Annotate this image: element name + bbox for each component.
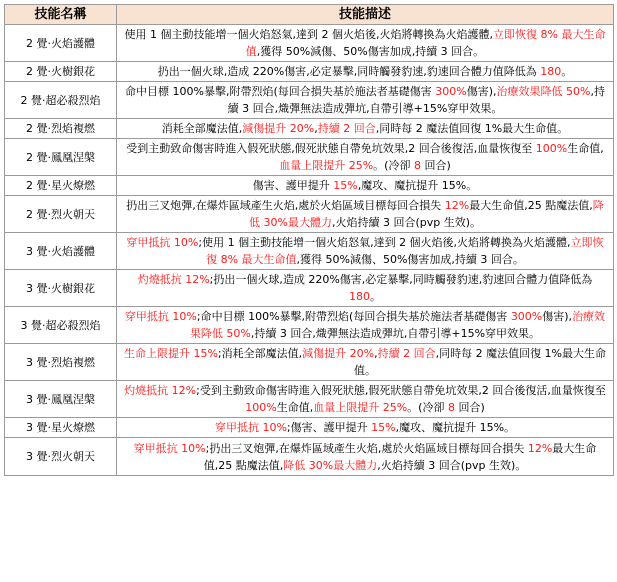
table-row	[5, 307, 614, 344]
description-text: ,	[314, 122, 318, 135]
skill-name: 3 覺‧鳳凰涅槃	[5, 381, 117, 418]
skill-description	[117, 62, 614, 82]
column-header-skill-name: 技能名稱	[5, 5, 117, 25]
description-text: 最大生命值,25 點魔法值,	[203, 441, 597, 472]
skill-name: 2 覺‧烈焰複燃	[5, 119, 117, 139]
highlight-text: 穿甲抵抗 10%	[214, 421, 287, 434]
skill-name: 2 覺‧超必殺烈焰	[5, 82, 117, 119]
description-text: 。(冷卻	[407, 401, 448, 414]
highlight-text: 降低 30%最大體力	[249, 199, 604, 229]
table-row	[5, 25, 614, 62]
highlight-text: 治療效果降低 50%	[496, 85, 591, 98]
skill-description	[117, 438, 614, 476]
description-text: ,獲得 50%減傷、50%傷害加成,持續 3 回合。	[256, 45, 485, 58]
highlight-text: 立即恢復 8% 最大生命值	[206, 236, 604, 266]
description-text: 傷害),	[466, 85, 497, 98]
description-text: 命中目標 100%暴擊,附帶烈焰(每回合損失基於施法者基礎傷害	[125, 85, 436, 98]
skill-description	[117, 270, 614, 307]
skill-name: 2 覺‧星火燎燃	[5, 176, 117, 196]
description-text: 。(冷卻	[373, 159, 414, 172]
table-row	[5, 196, 614, 233]
description-text: ;使用 1 個主動技能增一個火焰怒氣,達到 2 個火焰後,火焰將轉換為火焰護體,	[198, 236, 571, 249]
description-text: ,同時每 2 魔法值回復 1%最大生命值。	[354, 347, 607, 377]
table-row	[5, 270, 614, 307]
skill-name: 3 覺‧烈焰複燃	[5, 344, 117, 381]
skill-name: 2 覺‧烈火朝天	[5, 196, 117, 233]
highlight-text: 降低 30%最大體力	[283, 458, 378, 472]
description-text: ;命中目標 100%暴擊,附帶烈焰(每回合損失基於施法者基礎傷害	[196, 310, 511, 323]
skill-description	[117, 344, 614, 381]
highlight-text: 減傷提升 20%	[242, 122, 315, 135]
highlight-text: 血量上限提升 25%	[279, 159, 374, 172]
table-row	[5, 62, 614, 82]
description-text: ,魔攻、魔抗提升 15%。	[357, 179, 478, 192]
highlight-text: 12%	[527, 441, 553, 455]
skill-name: 2 覺‧鳳凰涅槃	[5, 139, 117, 176]
highlight-text: 治療效果降低 50%	[189, 310, 606, 340]
highlight-text: 180	[349, 290, 370, 303]
skill-description	[117, 233, 614, 270]
description-text: 回合)	[454, 401, 485, 414]
description-text: ,持續 3 回合,熾彈無法造成彈坑,自帶引導+15%穿甲效果。	[250, 327, 541, 340]
skill-name: 3 覺‧火樹銀花	[5, 270, 117, 307]
description-text: 生命值,	[567, 142, 604, 155]
description-text: ;受到主動致命傷害時進入假死狀態,假死狀態自帶免坑效果,2 回合後復活,血量恢復至	[196, 384, 606, 397]
table-row	[5, 119, 614, 139]
description-text: ,	[374, 347, 378, 360]
table-row	[5, 381, 614, 418]
highlight-text: 8	[413, 159, 421, 172]
highlight-text: 180	[540, 65, 562, 78]
table-row	[5, 344, 614, 381]
skill-description	[117, 119, 614, 139]
highlight-text: 減傷提升 20%	[302, 347, 375, 360]
highlight-text: 8	[447, 401, 455, 414]
highlight-text: 持續 2 回合	[377, 347, 436, 360]
highlight-text: 灼燒抵抗 12%	[124, 384, 197, 397]
description-text: ,持續 3 回合,熾彈無法造成彈坑,自帶引導+15%穿甲效果。	[227, 85, 605, 115]
highlight-text: 300%	[435, 85, 467, 98]
column-header-skill-desc: 技能描述	[117, 5, 614, 25]
highlight-text: 15%	[371, 421, 396, 434]
description-text: ,火焰持續 3 回合(pvp 生效)。	[377, 458, 527, 472]
table-row	[5, 438, 614, 476]
table-header-row	[5, 5, 614, 25]
description-text: 傷害、護甲提升	[252, 179, 334, 192]
skill-table	[4, 4, 614, 476]
highlight-text: 100%	[245, 401, 277, 414]
description-text: ,魔攻、魔抗提升 15%。	[395, 421, 516, 434]
highlight-text: 立即恢復 8% 最大生命值	[245, 28, 606, 58]
highlight-text: 100%	[535, 142, 568, 155]
description-text: 消耗全部魔法值,	[161, 122, 243, 135]
description-text: ;扔出三叉炮彈,在爆炸區域產生火焰,處於火焰區域目標每回合損失	[205, 441, 528, 455]
skill-description	[117, 25, 614, 62]
highlight-text: 12%	[444, 199, 470, 212]
skill-description	[117, 176, 614, 196]
highlight-text: 15%	[333, 179, 358, 192]
description-text: 扔出一個火球,造成 220%傷害,必定暴擊,同時觸發豹速,豹速回合體力值降低為	[157, 65, 541, 78]
highlight-text: 穿甲抵抗 10%	[126, 236, 199, 249]
highlight-text: 持續 2 回合	[317, 122, 376, 135]
skill-name: 3 覺‧星火燎燃	[5, 418, 117, 438]
description-text: ,火焰持續 3 回合(pvp 生效)。	[331, 216, 481, 229]
description-text: 。	[561, 65, 573, 78]
skill-name: 3 覺‧超必殺烈焰	[5, 307, 117, 344]
skill-name: 3 覺‧火焰護體	[5, 233, 117, 270]
description-text: 最大生命值,25 點魔法值,	[469, 199, 593, 212]
table-row	[5, 82, 614, 119]
table-row	[5, 139, 614, 176]
highlight-text: 灼燒抵抗 12%	[137, 273, 210, 286]
table-row	[5, 418, 614, 438]
skill-description	[117, 418, 614, 438]
description-text: ,獲得 50%減傷、50%傷害加成,持續 3 回合。	[296, 253, 524, 266]
highlight-text: 穿甲抵抗 10%	[133, 441, 206, 455]
description-text: 回合)	[420, 159, 451, 172]
highlight-text: 生命上限提升 15%	[123, 347, 218, 360]
description-text: 。	[370, 290, 381, 303]
skill-name: 2 覺‧火樹銀花	[5, 62, 117, 82]
skill-table-body	[5, 25, 614, 476]
description-text: ;扔出一個火球,造成 220%傷害,必定暴擊,同時觸發豹速,豹速回合體力值降低為	[209, 273, 593, 286]
skill-description	[117, 139, 614, 176]
table-row	[5, 176, 614, 196]
highlight-text: 血量上限提升 25%	[313, 401, 408, 414]
skill-name: 2 覺‧火焰護體	[5, 25, 117, 62]
description-text: ;消耗全部魔法值,	[217, 347, 303, 360]
skill-description	[117, 381, 614, 418]
description-text: 生命值,	[276, 401, 314, 414]
description-text: 扔出三叉炮彈,在爆炸區域產生火焰,處於火焰區域目標每回合損失	[126, 199, 445, 212]
table-row	[5, 233, 614, 270]
description-text: 使用 1 個主動技能增一個火焰怒氣,達到 2 個火焰後,火焰將轉換為火焰護體,	[124, 28, 494, 41]
description-text: ,同時每 2 魔法值回復 1%最大生命值。	[375, 122, 569, 135]
description-text: 受到主動致命傷害時進入假死狀態,假死狀態自帶免坑效果,2 回合後復活,血量恢復至	[126, 142, 536, 155]
description-text: 傷害),	[542, 310, 573, 323]
skill-description	[117, 307, 614, 344]
skill-name: 3 覺‧烈火朝天	[5, 438, 117, 476]
skill-description	[117, 196, 614, 233]
highlight-text: 300%	[510, 310, 543, 323]
highlight-text: 穿甲抵抗 10%	[124, 310, 197, 323]
description-text: ;傷害、護甲提升	[286, 421, 372, 434]
skill-description	[117, 82, 614, 119]
